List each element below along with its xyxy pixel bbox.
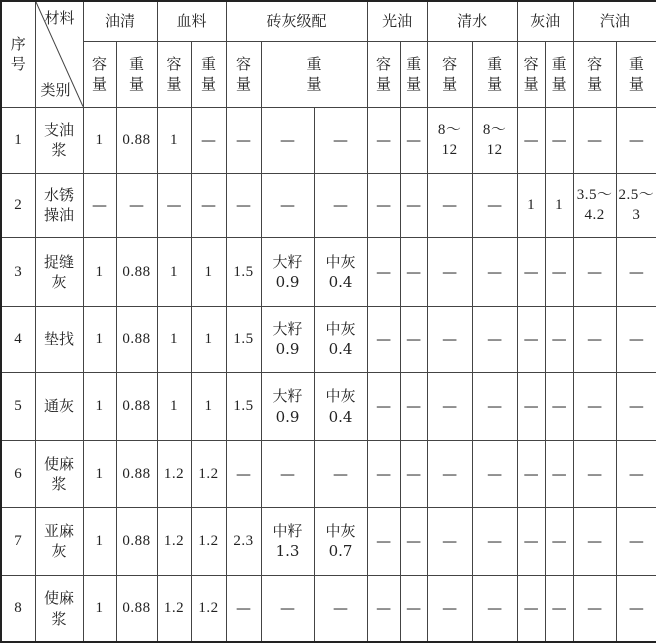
cell-zh-c: 2.3	[226, 507, 261, 575]
cell-qs-c: —	[427, 507, 472, 575]
table-row	[1, 306, 656, 372]
cell-zh-c: —	[226, 173, 261, 237]
cell-yq-c: 1	[83, 507, 116, 575]
cell-yq-w: 0.88	[116, 507, 157, 575]
cell-xl-c: 1	[157, 306, 191, 372]
cell-gy-c: —	[367, 107, 400, 173]
header-capacity: 容 量	[427, 41, 472, 107]
cell-no: 3	[1, 238, 35, 306]
group-qiyou: 汽油	[573, 1, 656, 41]
cell-qs-c: —	[427, 306, 472, 372]
cell-qs-c: —	[427, 173, 472, 237]
cell-yq-w: —	[116, 173, 157, 237]
cell-xl-c: 1	[157, 372, 191, 440]
cell-zh-w1: —	[261, 576, 314, 642]
table-body	[1, 107, 656, 642]
cell-zh-w1: —	[261, 441, 314, 507]
cell-qs-w: —	[472, 507, 517, 575]
cell-zh-c: —	[226, 107, 261, 173]
cell-yq-w: 0.88	[116, 576, 157, 642]
group-qingshui: 清水	[427, 1, 517, 41]
cell-qy-c: —	[573, 576, 616, 642]
cell-yq-w: 0.88	[116, 441, 157, 507]
header-weight: 重 量	[545, 41, 573, 107]
table-row	[1, 107, 656, 173]
cell-gy-c: —	[367, 306, 400, 372]
group-youqing: 油清	[83, 1, 157, 41]
header-weight: 重 量	[400, 41, 427, 107]
cell-zh-c: 1.5	[226, 238, 261, 306]
cell-gy-w: —	[400, 507, 427, 575]
cell-yq-c: 1	[83, 576, 116, 642]
table-row	[1, 238, 656, 306]
cell-name: 水锈 操油	[35, 173, 83, 237]
cell-hy-c: 1	[517, 173, 545, 237]
cell-name: 使麻 浆	[35, 576, 83, 642]
cell-zh-w1: 中籽 1.3	[261, 507, 314, 575]
cell-zh-w1: 大籽 0.9	[261, 372, 314, 440]
group-huiyou: 灰油	[517, 1, 573, 41]
cell-no: 6	[1, 441, 35, 507]
cell-zh-w2: —	[314, 576, 367, 642]
cell-qs-w: —	[472, 576, 517, 642]
cell-qy-c: —	[573, 107, 616, 173]
cell-gy-c: —	[367, 576, 400, 642]
cell-hy-w: —	[545, 306, 573, 372]
cell-no: 1	[1, 107, 35, 173]
cell-qy-c: —	[573, 306, 616, 372]
cell-qs-c: —	[427, 372, 472, 440]
table-row	[1, 576, 656, 642]
cell-yq-c: 1	[83, 441, 116, 507]
cell-name: 使麻 浆	[35, 441, 83, 507]
cell-hy-c: —	[517, 238, 545, 306]
header-diagonal	[35, 1, 83, 107]
cell-qy-w: —	[616, 441, 656, 507]
cell-zh-w1: —	[261, 107, 314, 173]
cell-qy-c: —	[573, 507, 616, 575]
cell-xl-w: —	[191, 107, 226, 173]
cell-hy-c: —	[517, 576, 545, 642]
cell-hy-c: —	[517, 507, 545, 575]
cell-gy-c: —	[367, 372, 400, 440]
cell-qy-c: 3.5～ 4.2	[573, 173, 616, 237]
cell-gy-w: —	[400, 441, 427, 507]
cell-zh-w2: 中灰 0.4	[314, 238, 367, 306]
cell-gy-c: —	[367, 238, 400, 306]
cell-zh-c: 1.5	[226, 372, 261, 440]
cell-no: 8	[1, 576, 35, 642]
cell-gy-c: —	[367, 507, 400, 575]
cell-gy-c: —	[367, 173, 400, 237]
cell-no: 4	[1, 306, 35, 372]
cell-zh-w2: —	[314, 441, 367, 507]
cell-zh-w1: 大籽 0.9	[261, 238, 314, 306]
cell-zh-w2: —	[314, 107, 367, 173]
cell-yq-c: —	[83, 173, 116, 237]
cell-qs-w: —	[472, 306, 517, 372]
cell-xl-c: 1	[157, 107, 191, 173]
cell-qs-c: —	[427, 238, 472, 306]
cell-qy-w: —	[616, 576, 656, 642]
cell-qy-w: 2.5～ 3	[616, 173, 656, 237]
cell-gy-w: —	[400, 306, 427, 372]
cell-xl-w: 1.2	[191, 576, 226, 642]
table-row	[1, 507, 656, 575]
cell-zh-w2: 中灰 0.7	[314, 507, 367, 575]
cell-zh-w2: 中灰 0.4	[314, 372, 367, 440]
cell-zh-c: —	[226, 441, 261, 507]
cell-qs-c: —	[427, 441, 472, 507]
cell-xl-w: 1.2	[191, 441, 226, 507]
cell-gy-w: —	[400, 576, 427, 642]
cell-hy-c: —	[517, 107, 545, 173]
header-capacity: 容 量	[573, 41, 616, 107]
cell-yq-c: 1	[83, 372, 116, 440]
cell-name: 亚麻 灰	[35, 507, 83, 575]
cell-xl-w: —	[191, 173, 226, 237]
cell-yq-w: 0.88	[116, 238, 157, 306]
cell-yq-c: 1	[83, 238, 116, 306]
cell-hy-c: —	[517, 306, 545, 372]
subheader-row	[1, 41, 656, 107]
cell-qy-w: —	[616, 372, 656, 440]
header-capacity: 容 量	[157, 41, 191, 107]
cell-yq-c: 1	[83, 107, 116, 173]
cell-xl-c: 1.2	[157, 441, 191, 507]
cell-hy-w: —	[545, 372, 573, 440]
cell-qy-w: —	[616, 238, 656, 306]
cell-hy-w: 1	[545, 173, 573, 237]
header-material: 材料	[44, 9, 75, 27]
cell-qs-w: —	[472, 441, 517, 507]
table-row	[1, 372, 656, 440]
cell-qs-w: —	[472, 173, 517, 237]
cell-gy-w: —	[400, 173, 427, 237]
cell-hy-w: —	[545, 507, 573, 575]
cell-hy-c: —	[517, 372, 545, 440]
cell-yq-w: 0.88	[116, 372, 157, 440]
header-weight: 重 量	[616, 41, 656, 107]
cell-qy-c: —	[573, 238, 616, 306]
header-weight: 重 量	[116, 41, 157, 107]
header-weight: 重 量	[191, 41, 226, 107]
cell-zh-w1: 大籽 0.9	[261, 306, 314, 372]
cell-xl-c: 1	[157, 238, 191, 306]
cell-gy-w: —	[400, 107, 427, 173]
cell-no: 7	[1, 507, 35, 575]
cell-xl-c: 1.2	[157, 507, 191, 575]
cell-zh-c: 1.5	[226, 306, 261, 372]
header-capacity: 容 量	[367, 41, 400, 107]
cell-yq-w: 0.88	[116, 306, 157, 372]
cell-qs-w: —	[472, 238, 517, 306]
cell-hy-w: —	[545, 441, 573, 507]
cell-zh-w1: —	[261, 173, 314, 237]
cell-qy-w: —	[616, 507, 656, 575]
cell-hy-c: —	[517, 441, 545, 507]
cell-qs-c: 8～ 12	[427, 107, 472, 173]
cell-name: 垫找	[35, 306, 83, 372]
header-capacity: 容 量	[83, 41, 116, 107]
cell-qs-c: —	[427, 576, 472, 642]
cell-xl-c: —	[157, 173, 191, 237]
cell-hy-w: —	[545, 576, 573, 642]
cell-yq-c: 1	[83, 306, 116, 372]
group-zhuanhui: 砖灰级配	[226, 1, 367, 41]
cell-zh-w2: 中灰 0.4	[314, 306, 367, 372]
group-xueliao: 血料	[157, 1, 226, 41]
cell-qy-w: —	[616, 306, 656, 372]
header-capacity: 容 量	[517, 41, 545, 107]
cell-zh-w2: —	[314, 173, 367, 237]
cell-zh-c: —	[226, 576, 261, 642]
cell-name: 通灰	[35, 372, 83, 440]
cell-name: 支油 浆	[35, 107, 83, 173]
cell-qy-c: —	[573, 441, 616, 507]
cell-qy-c: —	[573, 372, 616, 440]
cell-xl-w: 1	[191, 238, 226, 306]
cell-no: 2	[1, 173, 35, 237]
table-row	[1, 441, 656, 507]
cell-gy-c: —	[367, 441, 400, 507]
cell-xl-w: 1	[191, 372, 226, 440]
cell-xl-c: 1.2	[157, 576, 191, 642]
cell-xl-w: 1	[191, 306, 226, 372]
cell-qs-w: 8～ 12	[472, 107, 517, 173]
header-category: 类别	[40, 81, 71, 100]
cell-name: 捉缝 灰	[35, 238, 83, 306]
header-weight: 重 量	[472, 41, 517, 107]
cell-xl-w: 1.2	[191, 507, 226, 575]
cell-yq-w: 0.88	[116, 107, 157, 173]
group-guangyou: 光油	[367, 1, 427, 41]
table-row	[1, 173, 656, 237]
header-capacity: 容 量	[226, 41, 261, 107]
cell-no: 5	[1, 372, 35, 440]
header-seq: 序 号	[1, 1, 35, 107]
cell-qs-w: —	[472, 372, 517, 440]
cell-gy-w: —	[400, 238, 427, 306]
cell-hy-w: —	[545, 238, 573, 306]
cell-gy-w: —	[400, 372, 427, 440]
cell-qy-w: —	[616, 107, 656, 173]
header-weight: 重 量	[261, 41, 367, 107]
cell-hy-w: —	[545, 107, 573, 173]
